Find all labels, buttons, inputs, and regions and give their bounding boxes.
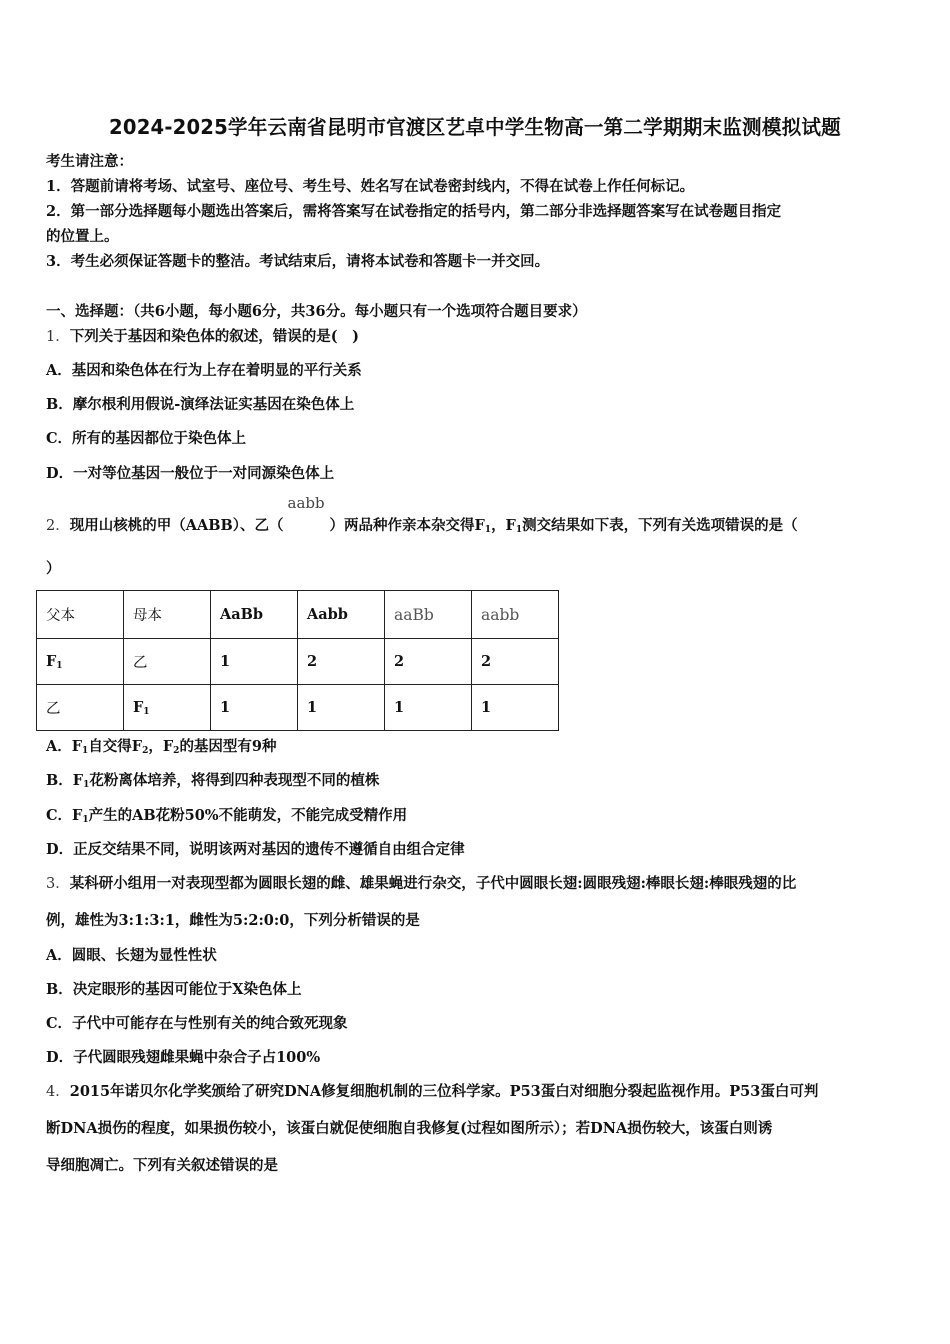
table-header: Aabb: [298, 591, 385, 639]
subscript: 1: [484, 525, 492, 535]
page-title: 2024-2025学年云南省昆明市官渡区艺卓中学生物高一第二学期期末监测模拟试题: [109, 115, 841, 139]
table-header: AaBb: [211, 591, 298, 639]
subscript: 1: [143, 706, 150, 717]
option-b: [46, 771, 379, 795]
question-4-stem-cont: 断DNA损伤的程度，如果损伤较小，该蛋白就促使细胞自我修复(过程如图所示）；若DNA损伤较大，该蛋白则诱: [46, 1120, 773, 1137]
question-text: ，F: [491, 517, 516, 534]
option-text: B．F: [46, 772, 84, 789]
question-3-stem: [46, 874, 796, 894]
subscript: 2: [173, 746, 180, 756]
table-row: [37, 685, 559, 731]
subscript: 1: [82, 746, 89, 756]
question-text: 下列关于基因和染色体的叙述，错误的是( ): [69, 328, 359, 345]
question-4-stem: [46, 1082, 818, 1102]
table-cell: 2: [385, 639, 472, 685]
testcross-table: [36, 590, 559, 731]
subscript: 1: [82, 815, 89, 825]
option-b: B．决定眼形的基因可能位于X染色体上: [46, 981, 302, 998]
table-cell: 1: [385, 685, 472, 731]
notice-item: 1．答题前请将考场、试室号、座位号、考生号、姓名写在试卷密封线内，不得在试卷上作任何标记。: [46, 178, 695, 195]
table-cell: 1: [211, 639, 298, 685]
table-header: 父本: [37, 591, 124, 639]
notice-heading: 考生请注意：: [46, 153, 133, 170]
question-2-stem: [46, 494, 798, 540]
option-d: D．一对等位基因一般位于一对同源染色体上: [46, 465, 335, 482]
notice-item: 2．第一部分选择题每小题选出答案后，需将答案写在试卷指定的括号内，第二部分非选择题答案写在试卷题目指定: [46, 203, 782, 220]
cell-text: F: [133, 698, 144, 716]
formula-image: [284, 494, 330, 530]
table-cell: 1: [472, 685, 559, 731]
question-text: 某科研小组用一对表现型都为圆眼长翅的雌、雄果蝇进行杂交，子代中圆眼长翅:圆眼残翅:棒眼长翅:棒眼残翅的比: [69, 875, 797, 892]
option-text: 的基因型有9种: [179, 738, 277, 755]
question-text: 现用山核桃的甲（AABB）、乙（: [69, 517, 284, 534]
table-header: aabb: [472, 591, 559, 639]
table-cell: 2: [298, 639, 385, 685]
question-number: 1．: [46, 329, 70, 345]
option-text: ，F: [148, 738, 174, 755]
question-3-stem-cont: 例，雄性为3:1:3:1，雌性为5:2:0:0，下列分析错误的是: [46, 912, 420, 929]
cell-text: F: [46, 652, 57, 670]
notice-item: 3．考生必须保证答题卡的整洁。考试结束后，请将本试卷和答题卡一并交回。: [46, 253, 550, 270]
option-text: A．F: [46, 738, 83, 755]
subscript: 2: [142, 746, 149, 756]
question-4-stem-cont: 导细胞凋亡。下列有关叙述错误的是: [46, 1157, 278, 1174]
question-number: 3．: [46, 876, 70, 892]
subscript: 1: [83, 780, 90, 790]
formula-text: aabb: [287, 494, 325, 512]
table-row: [37, 639, 559, 685]
table-header: 母本: [124, 591, 211, 639]
question-number: 4．: [46, 1084, 70, 1100]
option-text: 花粉离体培养，将得到四种表现型不同的植株: [89, 772, 380, 789]
subscript: 1: [515, 525, 523, 535]
option-c: C．所有的基因都位于染色体上: [46, 430, 247, 447]
table-cell: 1: [211, 685, 298, 731]
table-cell: [124, 685, 211, 731]
notice-item: 的位置上。: [46, 228, 119, 245]
option-a: A．圆眼、长翅为显性性状: [46, 947, 217, 964]
question-number: 2．: [46, 518, 70, 534]
option-d: D．子代圆眼残翅雌果蝇中杂合子占100%: [46, 1049, 321, 1066]
question-text: 2015年诺贝尔化学奖颁给了研究DNA修复细胞机制的三位科学家。P53蛋白对细胞分裂起监视作用。P53蛋白可判: [69, 1083, 819, 1100]
question-text: 测交结果如下表，下列有关选项错误的是（: [522, 517, 798, 534]
option-a: A．基因和染色体在行为上存在着明显的平行关系: [46, 362, 362, 379]
option-c: C．子代中可能存在与性别有关的纯合致死现象: [46, 1015, 348, 1032]
table-cell: 1: [298, 685, 385, 731]
option-b: B．摩尔根利用假说-演绎法证实基因在染色体上: [46, 396, 355, 413]
table-cell: 乙: [37, 685, 124, 731]
question-2-stem-end: ）: [46, 560, 61, 577]
subscript: 1: [56, 660, 63, 671]
option-text: 产生的AB花粉50%不能萌发，不能完成受精作用: [88, 807, 408, 824]
table-cell: 乙: [124, 639, 211, 685]
question-1-stem: [46, 327, 359, 347]
option-text: 自交得F: [88, 738, 143, 755]
table-header: aaBb: [385, 591, 472, 639]
section-heading: 一、选择题：（共6小题，每小题6分，共36分。每小题只有一个选项符合题目要求）: [46, 303, 587, 320]
table-cell: 2: [472, 639, 559, 685]
option-a: [46, 737, 277, 761]
table-cell: [37, 639, 124, 685]
option-c: [46, 806, 407, 830]
option-d: D．正反交结果不同，说明该两对基因的遗传不遵循自由组合定律: [46, 841, 465, 858]
option-text: C．F: [46, 807, 83, 824]
question-text: ）两品种作亲本杂交得F: [329, 517, 485, 534]
table-header-row: [37, 591, 559, 639]
